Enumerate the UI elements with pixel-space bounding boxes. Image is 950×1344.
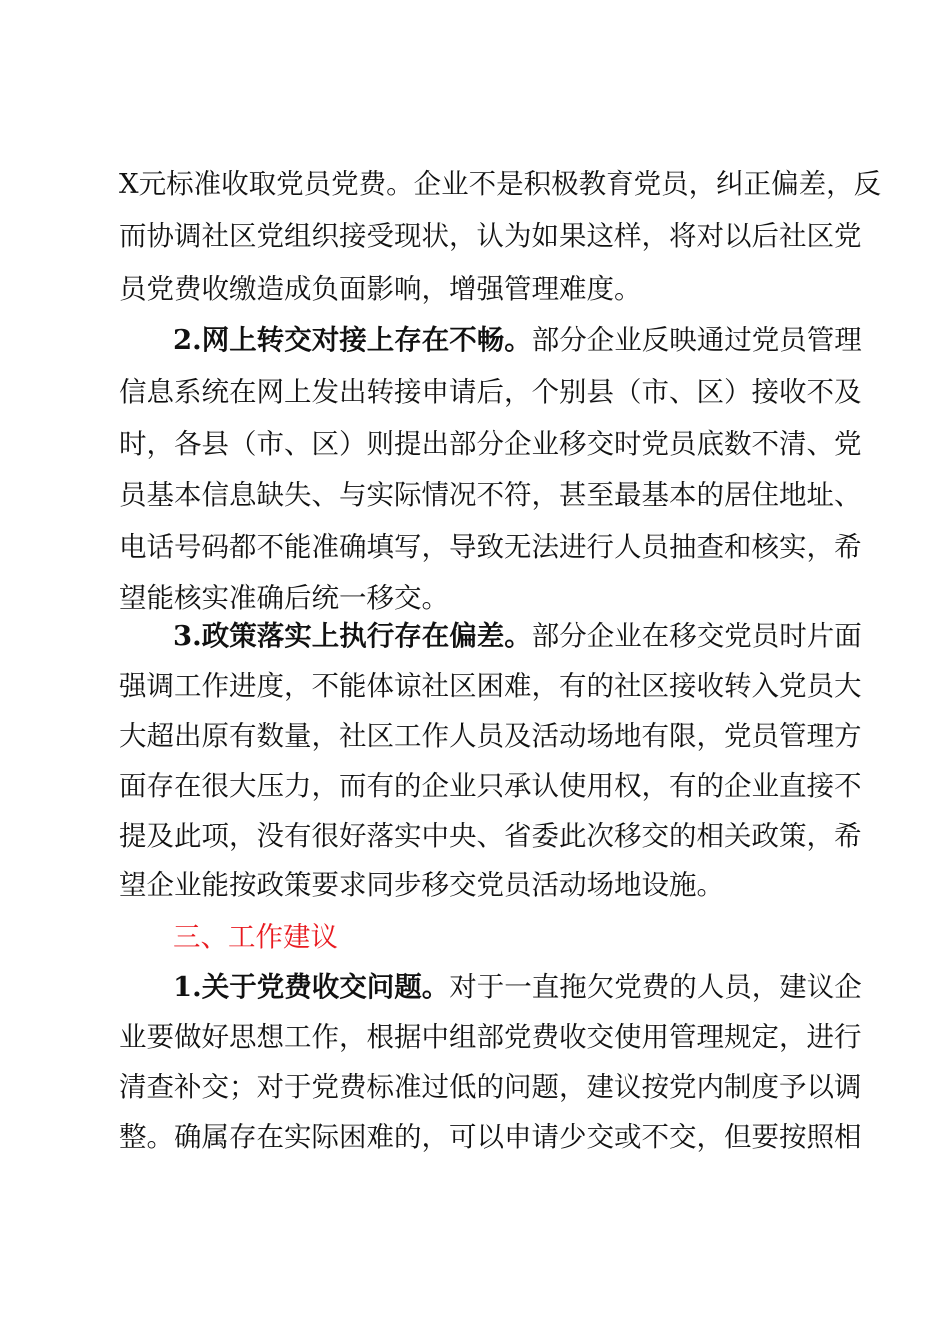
text-line: 而协调社区党组织接受现状，认为如果这样，将对以后社区党 — [119, 220, 862, 252]
paragraph-first-line — [173, 962, 862, 1012]
paragraph-first-line — [173, 611, 862, 661]
paragraph-text: 部分企业在移交党员时片面 — [531, 620, 862, 652]
text-line: 整。确属存在实际困难的，可以申请少交或不交，但要按照相 — [119, 1121, 862, 1153]
text-line: 大超出原有数量，社区工作人员及活动场地有限，党员管理方 — [119, 720, 862, 752]
paragraph-title: 1.关于党费收交问题。 — [173, 971, 450, 1003]
text-line: 业要做好思想工作，根据中组部党费收交使用管理规定，进行 — [119, 1021, 862, 1053]
text-line: 望企业能按政策要求同步移交党员活动场地设施。 — [119, 869, 724, 901]
section-heading: 三、工作建议 — [173, 921, 338, 953]
paragraph-first-line — [173, 315, 862, 365]
text-line: 强调工作进度，不能体谅社区困难，有的社区接收转入党员大 — [119, 670, 862, 702]
paragraph-text: 部分企业反映通过党员管理 — [531, 324, 862, 356]
text-line: X元标准收取党员党费。企业不是积极教育党员，纠正偏差，反 — [119, 168, 882, 200]
text-line: 清查补交；对于党费标准过低的问题，建议按党内制度予以调 — [119, 1071, 862, 1103]
text-line: 提及此项，没有很好落实中央、省委此次移交的相关政策，希 — [119, 820, 862, 852]
text-line: 员党费收缴造成负面影响，增强管理难度。 — [119, 273, 642, 305]
text-line: 员基本信息缺失、与实际情况不符，甚至最基本的居住地址、 — [119, 479, 862, 511]
text-line: 面存在很大压力，而有的企业只承认使用权，有的企业直接不 — [119, 770, 862, 802]
text-line: 电话号码都不能准确填写，导致无法进行人员抽查和核实，希 — [119, 531, 862, 563]
text-line: 时，各县（市、区）则提出部分企业移交时党员底数不清、党 — [119, 428, 862, 460]
text-line: 望能核实准确后统一移交。 — [119, 582, 449, 614]
paragraph-text: 对于一直拖欠党费的人员，建议企 — [449, 971, 862, 1003]
text-line: 信息系统在网上发出转接申请后，个别县（市、区）接收不及 — [119, 376, 862, 408]
paragraph-title: 3.政策落实上执行存在偏差。 — [173, 620, 532, 652]
paragraph-title: 2.网上转交对接上存在不畅。 — [173, 324, 532, 356]
